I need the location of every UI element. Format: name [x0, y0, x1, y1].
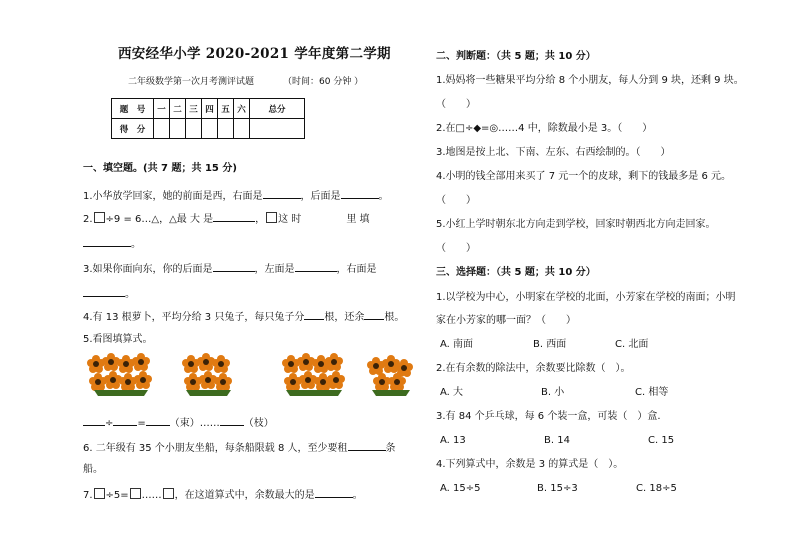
score-table: [111, 98, 305, 139]
answer-blank[interactable]: [113, 415, 137, 426]
q-text: 这 时: [278, 214, 302, 225]
option-b[interactable]: B. 小: [541, 387, 565, 398]
q-text: ……: [141, 490, 162, 501]
option-c[interactable]: C. 相等: [635, 387, 669, 398]
judge-question-1: 1.妈妈将一些糖果平均分给 8 个小朋友，每人分到 9 块，还剩 9 块。: [436, 75, 744, 86]
option-c[interactable]: C. 18÷5: [636, 483, 677, 494]
q-text: ÷5=: [105, 490, 129, 501]
q-text: 。: [131, 239, 141, 250]
answer-blank[interactable]: [295, 261, 337, 272]
option-b[interactable]: B. 14: [544, 435, 570, 446]
judge-answer-paren[interactable]: （ ）: [436, 243, 476, 254]
question-1-5: 5.看图填算式。: [83, 334, 153, 345]
flower-bouquets-picture: [86, 352, 416, 402]
flower-bouquet-4: [367, 355, 413, 396]
question-1-5-formula: [83, 415, 274, 430]
square-box-icon: [334, 212, 345, 223]
question-1-1: [83, 188, 389, 203]
q-text: 4.有 13 根萝卜，平均分给 3 只兔子，每只兔子分: [83, 312, 305, 323]
option-b[interactable]: B. 西面: [533, 339, 567, 350]
answer-blank[interactable]: [341, 188, 379, 199]
section2-heading: 二、判断题：（共 5 题；共 10 分）: [436, 51, 596, 62]
square-box-icon[interactable]: [94, 488, 105, 499]
answer-blank[interactable]: [83, 286, 125, 297]
answer-blank[interactable]: [213, 261, 255, 272]
question-1-7: [83, 487, 363, 502]
exam-title: 西安经华小学 2020-2021 学年度第二学期: [118, 46, 391, 62]
choice-question-1-line2: 家在小芳家的哪一面？（ ）: [436, 315, 576, 326]
q-text: 。: [378, 191, 389, 202]
score-header-cell: 二: [170, 99, 186, 119]
score-cell[interactable]: [186, 119, 202, 139]
flower-bouquet-3: [282, 353, 345, 396]
q-text: 里 填: [346, 214, 370, 225]
q-text: 6. 二年级有 35 个小朋友坐船，每条船限载 8 人，至少要租: [83, 443, 348, 454]
section3-heading: 三、选择题：（共 5 题；共 10 分）: [436, 267, 596, 278]
answer-blank[interactable]: [315, 487, 353, 498]
question-1-3: [83, 261, 377, 276]
q-text: 2.: [83, 214, 93, 225]
q-text: （束）……: [169, 418, 220, 429]
option-a[interactable]: A. 南面: [440, 339, 474, 350]
score-cell[interactable]: [234, 119, 250, 139]
answer-blank[interactable]: [304, 309, 324, 320]
answer-blank[interactable]: [348, 440, 386, 451]
q-text: 条: [385, 443, 396, 454]
square-box-icon[interactable]: [130, 488, 141, 499]
judge-question-4: 4.小明的钱全部用来买了 7 元一个的皮球，剩下的钱最多是 6 元。: [436, 171, 731, 182]
score-header-cell: 四: [202, 99, 218, 119]
judge-question-5: 5.小红上学时朝东北方向走到学校，回家时朝西北方向走回家。: [436, 219, 716, 230]
score-cell[interactable]: [154, 119, 170, 139]
q-text: ，右面是: [336, 264, 377, 275]
q-text: ÷9 = 6…△，△最 大 是: [105, 214, 214, 225]
question-1-2-end: [83, 236, 141, 251]
q-text: 根，还余: [324, 312, 365, 323]
q-text: ÷: [105, 418, 114, 429]
judge-answer-paren[interactable]: （ ）: [436, 99, 476, 110]
choice-question-3: 3.有 84 个乒乓球，每 6 个装一盒，可装（ ）盒.: [436, 411, 661, 422]
question-1-3-end: [83, 286, 135, 301]
question-1-6: [83, 440, 396, 455]
choice-question-2: 2.在有余数的除法中，余数要比除数（ ）。: [436, 363, 631, 374]
score-header-cell: 总分: [250, 99, 305, 119]
question-1-2: [83, 211, 370, 226]
score-header-cell: 题 号: [112, 99, 154, 119]
option-c[interactable]: C. 15: [648, 435, 675, 446]
q-text: ，左面是: [254, 264, 295, 275]
q-text: ，: [255, 214, 266, 225]
score-cell[interactable]: [250, 119, 305, 139]
answer-blank[interactable]: [364, 309, 384, 320]
option-b[interactable]: B. 15÷3: [537, 483, 578, 494]
score-header-cell: 一: [154, 99, 170, 119]
score-table-header-row: [112, 99, 305, 119]
exam-time: （时间：60 分钟 ）: [283, 77, 364, 87]
question-1-4: [83, 309, 404, 324]
q-text: 7.: [83, 490, 93, 501]
answer-blank[interactable]: [263, 188, 301, 199]
score-cell[interactable]: [170, 119, 186, 139]
option-a[interactable]: A. 13: [440, 435, 466, 446]
q-text: 。: [352, 490, 363, 501]
q-text: 根。: [384, 312, 405, 323]
option-c[interactable]: C. 北面: [615, 339, 649, 350]
option-a[interactable]: A. 15÷5: [440, 483, 481, 494]
square-box-icon[interactable]: [163, 488, 174, 499]
square-box-icon: [266, 212, 277, 223]
score-table-score-row: [112, 119, 305, 139]
judge-answer-paren[interactable]: （ ）: [436, 195, 476, 206]
q-text: （枝）: [243, 418, 274, 429]
score-cell[interactable]: [218, 119, 234, 139]
question-1-6-end: 船。: [83, 464, 103, 475]
answer-blank[interactable]: [220, 415, 244, 426]
choice-question-4: 4.下列算式中，余数是 3 的算式是（ ）。: [436, 459, 624, 470]
exam-subtitle: 二年级数学第一次月考测评试题: [128, 77, 255, 87]
q-text: 。: [125, 289, 135, 300]
q-text: ，后面是: [300, 191, 341, 202]
score-header-cell: 五: [218, 99, 234, 119]
judge-question-3: 3.地图是按上北、下南、左东、右西绘制的。（ ）: [436, 147, 671, 158]
section1-heading: 一、填空题。(共 7 题；共 15 分): [83, 163, 237, 174]
q-text: =: [137, 418, 146, 429]
answer-blank[interactable]: [83, 236, 131, 247]
option-a[interactable]: A. 大: [440, 387, 464, 398]
judge-question-2: 2.在□÷◆=◎……4 中，除数最小是 3。（ ）: [436, 123, 653, 134]
answer-blank[interactable]: [83, 415, 105, 426]
answer-blank[interactable]: [146, 415, 170, 426]
flower-bouquet-1: [87, 353, 152, 396]
score-row-label: 得 分: [112, 119, 154, 139]
q-text: 1.小华放学回家，她的前面是西，右面是: [83, 191, 263, 202]
choice-question-1-line1: 1.以学校为中心，小明家在学校的北面，小芳家在学校的南面；小明: [436, 292, 736, 303]
score-cell[interactable]: [202, 119, 218, 139]
answer-blank[interactable]: [213, 211, 255, 222]
square-box-icon[interactable]: [94, 212, 105, 223]
q-text: ，在这道算式中，余数最大的是: [174, 490, 315, 501]
score-header-cell: 三: [186, 99, 202, 119]
q-text: 3.如果你面向东，你的后面是: [83, 264, 213, 275]
score-header-cell: 六: [234, 99, 250, 119]
flower-bouquet-2: [182, 353, 232, 396]
